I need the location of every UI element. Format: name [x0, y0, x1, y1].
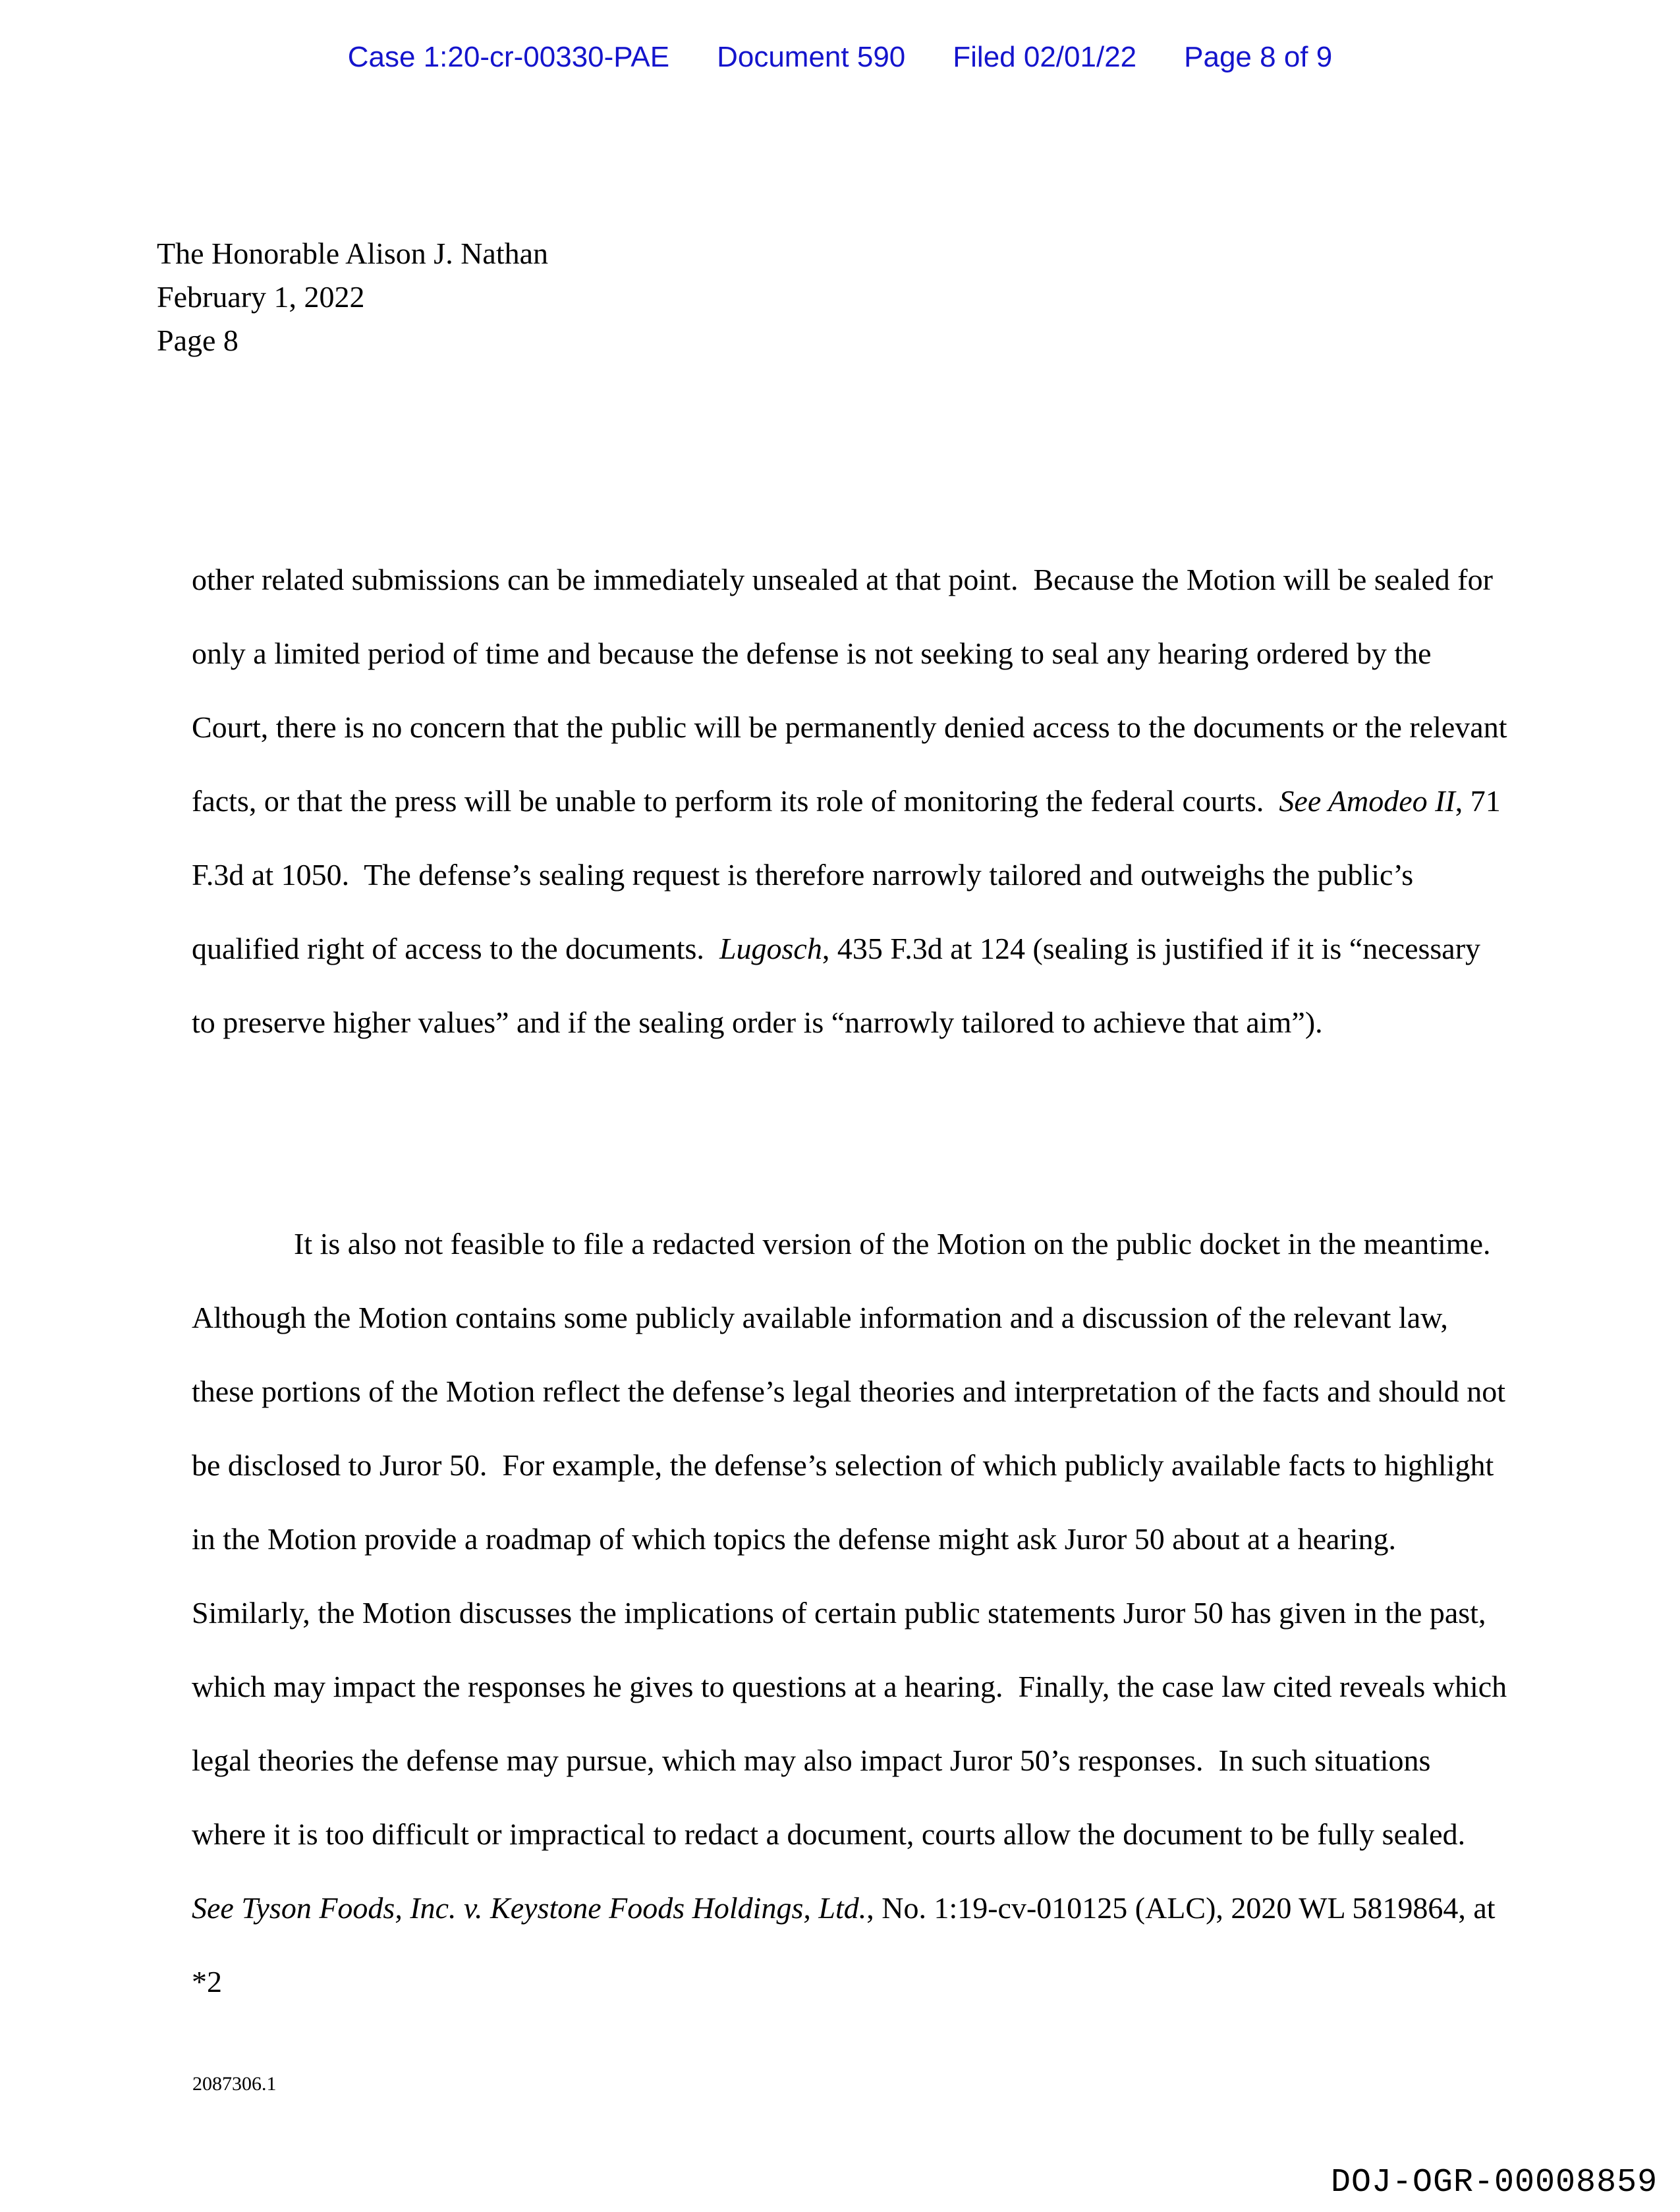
stamp-document-number: Document 590 [717, 41, 906, 73]
bates-number: DOJ-OGR-00008859 [1331, 2164, 1658, 2201]
pacer-header-stamp [0, 41, 1680, 74]
recipient-name: The Honorable Alison J. Nathan [157, 237, 549, 270]
body-text-run: , 435 F.3d at 124 (sealing is justified if it is “necessary to preserve higher values” and if the sealing order is “narrowly tailored to achieve that aim”). [192, 932, 1488, 1039]
body-text-run: It is also not feasible to file a redacted version of the Motion on the public docket in the meantime. Although the Motion contains some publicly available information and a discussion of the relevant law, these portions of the Motion reflect the defense’s legal theories and interpretation of the facts and should not be disclosed to Juror 50. For example, the defense’s selection of which publicly available facts to highlight in the Motion provide a roadmap of which topics the defense might ask Juror 50 about at a hearing. Similarly, the Motion discusses the implications of certain public statements Juror 50 has given in the past, which may impact the responses he gives to questions at a hearing. Finally, the case law cited reveals which legal theories the defense may pursue, which may also impact Juror 50’s responses. In such situations where it is too difficult or impractical to redact a document, courts allow the document to be fully sealed. [192, 1227, 1515, 1851]
body-text-run: , 71 F.3d at 1050. The defense’s sealing request is therefore narrowly tailored and outweighs the public’s qualified right of access to the documents. [192, 784, 1509, 965]
letter-body [192, 395, 1515, 2167]
document-control-number: 2087306.1 [192, 2073, 277, 2095]
citation-italic-text: Lugosch [719, 932, 822, 965]
citation-italic-text: See Amodeo II [1279, 784, 1455, 818]
stamp-page-count: Page 8 of 9 [1184, 41, 1333, 73]
letter-page-number: Page 8 [157, 324, 238, 357]
stamp-case-number: Case 1:20-cr-00330-PAE [347, 41, 670, 73]
body-paragraph [192, 543, 1515, 1060]
recipient-block [157, 232, 548, 362]
stamp-filed-date: Filed 02/01/22 [953, 41, 1137, 73]
citation-italic-text: See Tyson Foods, Inc. v. Keystone Foods Holdings, Ltd. [192, 1891, 867, 1925]
body-paragraph [192, 1207, 1515, 2019]
letter-date: February 1, 2022 [157, 280, 365, 314]
body-text-run: other related submissions can be immediately unsealed at that point. Because the Motion will be sealed for only a limited period of time and because the defense is not seeking to seal any hearing ordered by the Court, there is no concern that the public will be permanently denied access to the documents or the relevant facts, or that the press will be unable to perform its role of monitoring the federal courts. [192, 563, 1515, 818]
body-text-run: , No. 1:19-cv-010125 (ALC), 2020 WL 5819864, at *2 [192, 1891, 1503, 1999]
